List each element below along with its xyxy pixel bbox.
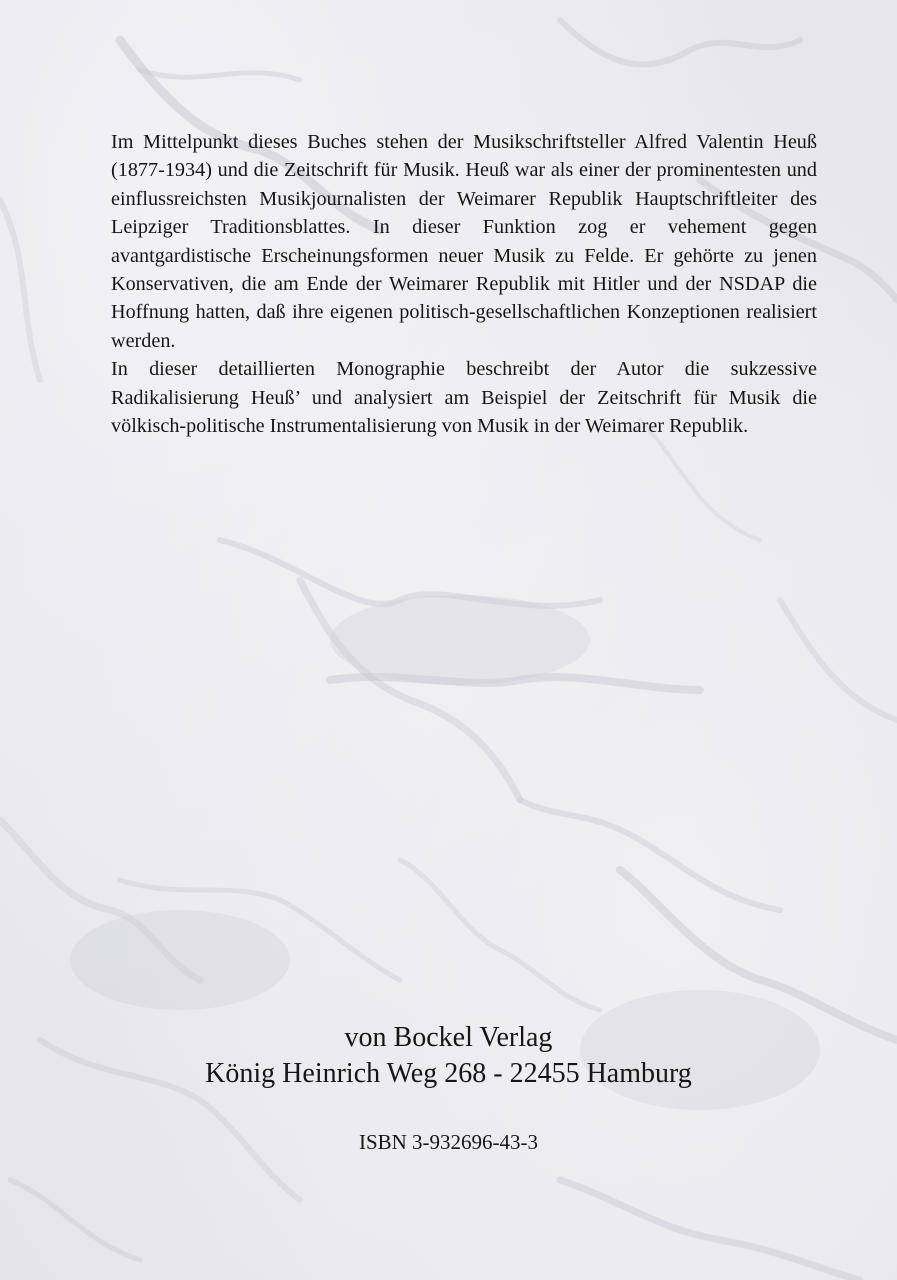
publisher-address: König Heinrich Weg 268 - 22455 Hamburg xyxy=(205,1058,692,1089)
blurb-paragraph: Im Mittelpunkt dieses Buches stehen der Musikschriftsteller Alfred Valentin Heuß (1877-1934) und die Zeitschrift für Musik. Heuß war als einer der prominentesten und einflussreichsten Musikjournalisten der Weimarer Republik Hauptschriftleiter des Leipziger Traditionsblattes. In dieser Funktion zog er vehement gegen avantgardistische Erscheinungsformen neuer Musik zu Felde. Er gehörte zu jenen Konservativen, die am Ende der Weimarer Republik mit Hitler und der NSDAP die Hoffnung hatten, daß ihre eigenen politisch-gesellschaftlichen Konzeptionen realisiert werden. xyxy=(111,131,817,352)
publisher-block xyxy=(0,1020,897,1092)
blurb-paragraph: In dieser detaillierten Monographie beschreibt der Autor die sukzessive Radikalisierung Heuß’ und analysiert am Beispiel der Zeitschrift für Musik die völkisch-politische Instrumentalisierung von Musik in der Weimarer Republik. xyxy=(111,358,817,438)
isbn-number: ISBN 3-932696-43-3 xyxy=(358,1130,539,1154)
blurb-text xyxy=(111,128,817,440)
publisher-name: von Bockel Verlag xyxy=(344,1022,553,1053)
